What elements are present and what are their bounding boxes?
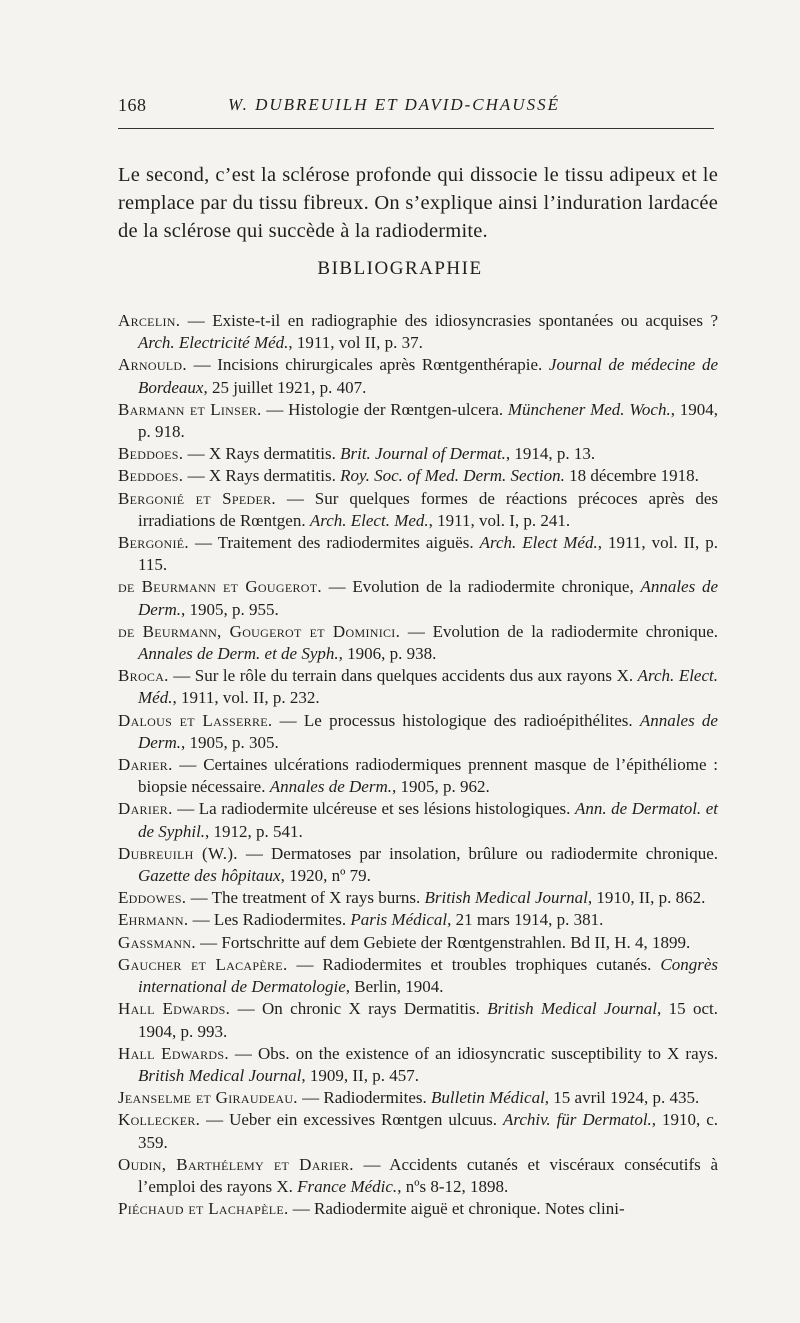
entry-details: , 1909, II, p. 457. <box>301 1065 419 1085</box>
entry-title: — X Rays dermatitis. <box>183 444 341 464</box>
entry-title: — Histologie der Rœntgen-ulcera. <box>261 399 508 419</box>
entry-author: de Beurmann et Gougerot. <box>118 577 322 597</box>
entry-journal: Münchener Med. Woch. <box>507 399 671 419</box>
entry-author: Oudin, Barthélemy et Darier. <box>118 1154 354 1174</box>
entry-author: Barmann et Linser. <box>118 399 262 419</box>
entry-title: — Le processus histologique des radioépithélites. <box>272 710 640 730</box>
entry-details: 18 décembre 1918. <box>564 466 699 486</box>
bibliography-entry <box>118 354 718 398</box>
entry-details: , nºs 8-12, 1898. <box>397 1176 509 1196</box>
section-title: BIBLIOGRAPHIE <box>317 258 483 279</box>
entry-details: , 1911, vol. I, p. 241. <box>428 510 571 530</box>
entry-title: — The treatment of X rays burns. <box>186 888 425 908</box>
entry-title: — Dermatoses par insolation, brûlure ou radiodermite chronique. <box>237 843 718 863</box>
entry-details: , 21 mars 1914, p. 381. <box>447 910 604 930</box>
entry-title: — On chronic X rays Dermatitis. <box>230 999 488 1019</box>
entry-journal: British Medical Journal <box>424 888 588 908</box>
entry-details: , 1912, p. 541. <box>205 821 303 841</box>
entry-journal: Paris Médical <box>350 910 448 930</box>
entry-journal: Arch. Elect. Méd. <box>138 666 718 708</box>
entry-author: Bergonié. <box>118 533 189 553</box>
entry-title: — X Rays dermatitis. <box>183 466 341 486</box>
bibliography-entry <box>118 887 718 909</box>
entry-journal: Annales de Derm. <box>269 777 392 797</box>
entry-journal: Arch. Elect. Med. <box>309 510 429 530</box>
entry-author: Darier. <box>118 755 173 775</box>
bibliography-entry <box>118 998 718 1042</box>
entry-title: — Accidents cutanés et viscéraux consécutifs à l’emploi des rayons X. <box>138 1154 719 1196</box>
entry-journal: Annales de Derm. <box>138 577 718 619</box>
entry-author: Gassmann. <box>118 932 196 952</box>
entry-details: , 15 avril 1924, p. 435. <box>544 1088 700 1108</box>
entry-title: — Incisions chirurgicales après Rœntgenthérapie. <box>186 355 549 375</box>
entry-title: — Evolution de la radiodermite chronique, <box>321 577 641 597</box>
entry-journal: Congrès international de Dermatologie <box>138 954 718 997</box>
entry-journal: Journal de médecine de Bordeaux <box>138 355 718 397</box>
entry-author: Ehrmann. <box>118 910 189 930</box>
bibliography-entry <box>118 1109 718 1153</box>
entry-journal: Roy. Soc. of Med. Derm. Section. <box>340 466 565 486</box>
bibliography-entry <box>118 465 718 487</box>
entry-details: , 1911, vol. II, p. 232. <box>172 688 320 708</box>
entry-details: , 1911, vol II, p. 37. <box>288 333 423 353</box>
entry-details: , 1910, II, p. 862. <box>587 888 706 908</box>
entry-journal: Archiv. für Dermatol. <box>502 1110 652 1130</box>
entry-journal: Arch. Electricité Méd. <box>138 333 289 353</box>
entry-author: Piéchaud et Lachapèle. <box>118 1199 289 1219</box>
entry-journal: Bulletin Médical <box>431 1088 545 1108</box>
bibliography-list <box>118 310 718 1220</box>
entry-title: — Sur quelques formes de réactions précoces après des irradiations de Rœntgen. <box>138 488 718 530</box>
bibliography-entry <box>118 954 718 998</box>
entry-title: — Existe-t-il en radiographie des idiosyncrasies spontanées ou acquises ? <box>180 311 718 330</box>
entry-author: Bergonié et Speder. <box>118 488 276 508</box>
bibliography-entry <box>118 1043 718 1087</box>
entry-details: , 1905, p. 305. <box>180 732 279 752</box>
entry-journal: Brit. Journal of Dermat. <box>340 444 506 464</box>
entry-details: , 25 juillet 1921, p. 407. <box>203 377 367 397</box>
entry-title: — Les Radiodermites. <box>188 910 351 930</box>
entry-details: , 1904, p. 918. <box>138 399 719 442</box>
entry-details: , 15 oct. 1904, p. 993. <box>138 999 718 1041</box>
bibliography-entry <box>118 665 718 709</box>
entry-author: Arcelin. <box>118 311 181 330</box>
bibliography-entry <box>118 532 718 576</box>
bibliography-entry <box>118 310 718 354</box>
entry-title: — Sur le rôle du terrain dans quelques accidents dus aux rayons X. <box>168 666 638 686</box>
entry-details: , 1911, vol. II, p. 115. <box>138 533 718 575</box>
entry-journal: France Médic. <box>297 1176 398 1196</box>
entry-details: , 1910, c. 359. <box>138 1110 719 1152</box>
page-number: 168 <box>118 95 147 115</box>
entry-title: — Radiodermites et troubles trophiques cutanés. <box>287 954 661 974</box>
entry-author: Beddoes. <box>118 444 184 464</box>
bibliography-entry <box>118 443 718 465</box>
entry-details: , 1920, nº 79. <box>280 866 371 886</box>
entry-author: Hall Edwards. <box>118 1043 229 1063</box>
entry-journal: Annales de Derm. <box>138 710 718 752</box>
entry-details: , 1905, p. 955. <box>180 599 279 619</box>
entry-author: Darier. <box>118 799 173 819</box>
entry-details: , 1906, p. 938. <box>338 644 437 664</box>
entry-title: — La radiodermite ulcéreuse et ses lésions histologiques. <box>172 799 575 819</box>
entry-author: Eddowes. <box>118 888 187 908</box>
bibliography-entry <box>118 843 718 887</box>
entry-title: — Obs. on the existence of an idiosyncratic susceptibility to X rays. <box>228 1043 718 1063</box>
running-title: W. DUBREUILH ET DAVID-CHAUSSÉ <box>228 95 560 114</box>
entry-journal: British Medical Journal <box>138 1065 302 1085</box>
bibliography-entry <box>118 710 718 754</box>
running-head <box>118 95 714 125</box>
entry-title: — Fortschritte auf dem Gebiete der Rœntgenstrahlen. Bd II, H. 4, 1899. <box>195 932 691 952</box>
entry-author: de Beurmann, Gougerot et Dominici. <box>118 621 401 641</box>
bibliography-entry <box>118 932 718 954</box>
entry-details: , 1914, p. 13. <box>505 444 596 464</box>
bibliography-entry <box>118 798 718 842</box>
entry-author: Dubreuilh (W.). <box>118 843 238 863</box>
entry-details: , Berlin, 1904. <box>345 977 444 997</box>
entry-title: — Traitement des radiodermites aiguës. <box>188 533 480 553</box>
bibliography-entry <box>118 1087 718 1109</box>
bibliography-entry <box>118 1198 718 1220</box>
entry-journal: Arch. Elect Méd. <box>479 533 598 553</box>
bibliography-entry <box>118 909 718 931</box>
entry-author: Arnould. <box>118 355 187 375</box>
entry-title: — Radiodermite aiguë et chronique. Notes clini- <box>288 1199 625 1219</box>
header-rule <box>118 128 714 129</box>
entry-journal: British Medical Journal <box>487 999 657 1019</box>
entry-journal: Ann. de Dermatol. et de Syphil. <box>138 799 719 841</box>
entry-journal: Annales de Derm. et de Syph. <box>138 644 339 664</box>
entry-author: Kollecker. <box>118 1110 201 1130</box>
bibliography-entry <box>118 1154 718 1198</box>
bibliography-entry <box>118 399 718 443</box>
bibliography-entry <box>118 621 718 665</box>
entry-author: Jeanselme et Giraudeau. <box>118 1088 298 1108</box>
entry-title: — Certaines ulcérations radiodermiques prennent masque de l’épithéliome : biopsie nécessaire. <box>138 755 718 797</box>
entry-author: Gaucher et Lacapère. <box>118 954 288 974</box>
entry-journal: Gazette des hôpitaux <box>138 866 281 886</box>
bibliography-entry <box>118 576 718 620</box>
lead-paragraph: Le second, c’est la sclérose profonde qui dissocie le tissu adipeux et le remplace par du tissu fibreux. On s’explique ainsi l’induration lardacée de la sclérose qui succède à la radiodermite. <box>118 163 718 242</box>
entry-author: Broca. <box>118 666 169 686</box>
entry-author: Hall Edwards. <box>118 999 231 1019</box>
entry-title: — Ueber ein excessives Rœntgen ulcuus. <box>200 1110 503 1130</box>
entry-title: — Evolution de la radiodermite chronique. <box>400 621 718 641</box>
entry-title: — Radiodermites. <box>297 1088 432 1108</box>
bibliography-entry <box>118 488 718 532</box>
entry-author: Dalous et Lasserre. <box>118 710 273 730</box>
entry-details: , 1905, p. 962. <box>391 777 490 797</box>
entry-author: Beddoes. <box>118 466 184 486</box>
bibliography-entry <box>118 754 718 798</box>
